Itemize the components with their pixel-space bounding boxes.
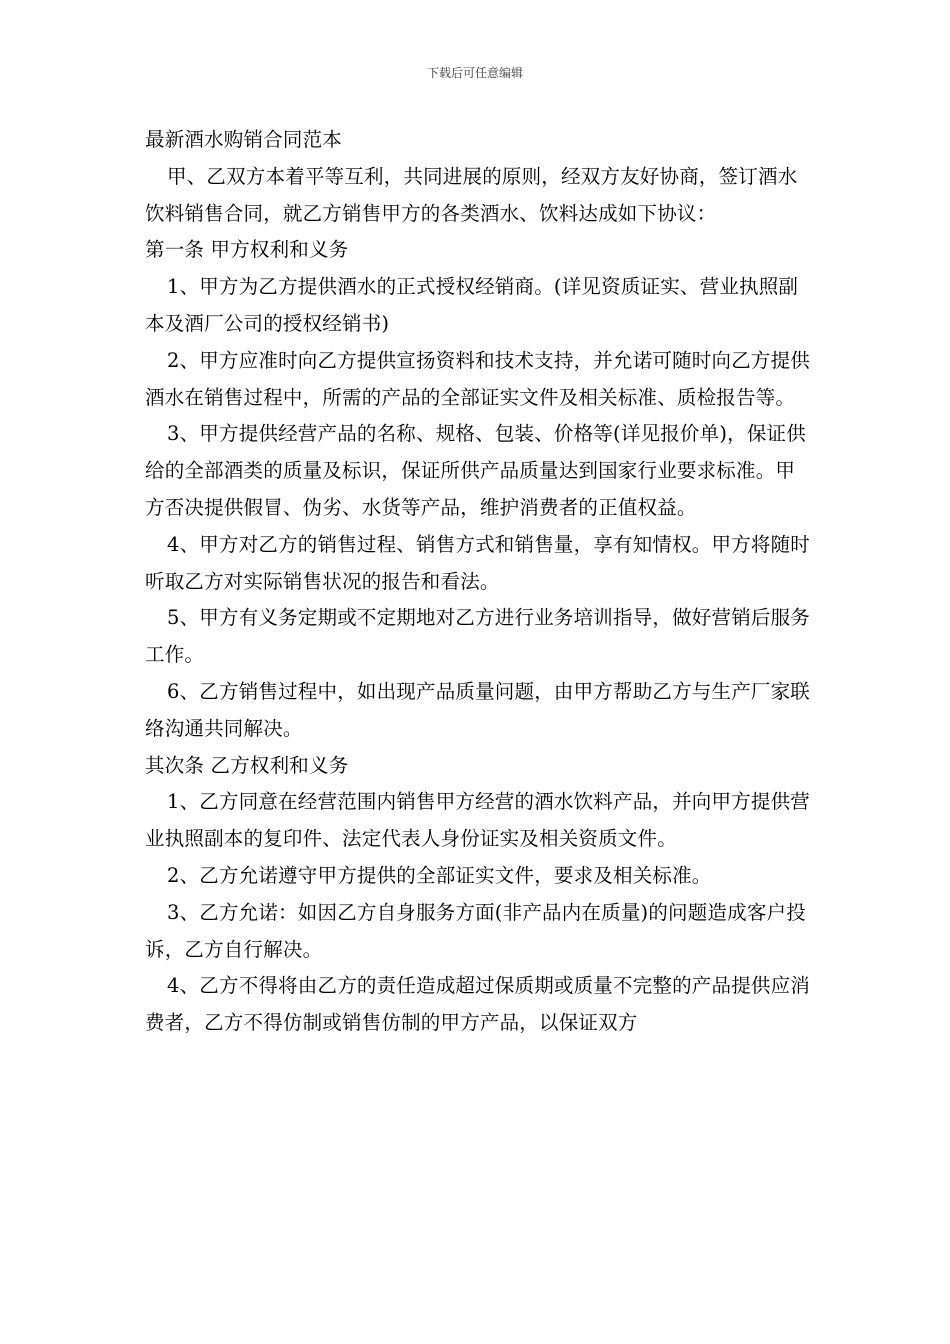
clause-b-1: 1、乙方同意在经营范围内销售甲方经营的酒水饮料产品，并向甲方提供营业执照副本的复印件、法定代表人身份证实及相关资质文件。 (145, 790, 811, 851)
section-heading-party-b: 其次条 乙方权利和义务 (145, 753, 349, 777)
document-body (145, 122, 810, 1042)
section-heading-party-a: 第一条 甲方权利和义务 (145, 238, 349, 262)
clause-b-3: 3、乙方允诺：如因乙方自身服务方面(非产品内在质量)的问题造成客户投诉，乙方自行解决。 (145, 900, 806, 961)
clause-a-5: 5、甲方有义务定期或不定期地对乙方进行业务培训指导，做好营销后服务工作。 (145, 606, 811, 667)
clause-b-4: 4、乙方不得将由乙方的责任造成超过保质期或质量不完整的产品提供应消费者，乙方不得仿制或销售仿制的甲方产品，以保证双方 (145, 974, 811, 1035)
header-note: 下载后可任意编辑 (426, 66, 523, 80)
clause-a-4: 4、甲方对乙方的销售过程、销售方式和销售量，享有知情权。甲方将随时听取乙方对实际销售状况的报告和看法。 (145, 532, 811, 593)
document-title: 最新酒水购销合同范本 (145, 128, 343, 151)
clause-b-2: 2、乙方允诺遵守甲方提供的全部证实文件，要求及相关标准。 (167, 863, 712, 887)
clause-a-3: 3、甲方提供经营产品的名称、规格、包装、价格等(详见报价单)，保证供给的全部酒类的质量及标识，保证所供产品质量达到国家行业要求标准。甲方否决提供假冒、伪劣、水货等产品，维护消费者的正值权益。 (145, 422, 806, 519)
clause-a-2: 2、甲方应准时向乙方提供宣扬资料和技术支持，并允诺可随时向乙方提供酒水在销售过程中，所需的产品的全部证实文件及相关标准、质检报告等。 (145, 348, 811, 409)
clause-a-6: 6、乙方销售过程中，如出现产品质量问题，由甲方帮助乙方与生产厂家联络沟通共同解决。 (145, 679, 811, 740)
clause-a-1: 1、甲方为乙方提供酒水的正式授权经销商。(详见资质证实、营业执照副本及酒厂公司的授权经销书) (145, 275, 799, 335)
intro-paragraph: 甲、乙双方本着平等互利，共同进展的原则，经双方友好协商，签订酒水饮料销售合同，就乙方销售甲方的各类酒水、饮料达成如下协议： (145, 164, 798, 225)
